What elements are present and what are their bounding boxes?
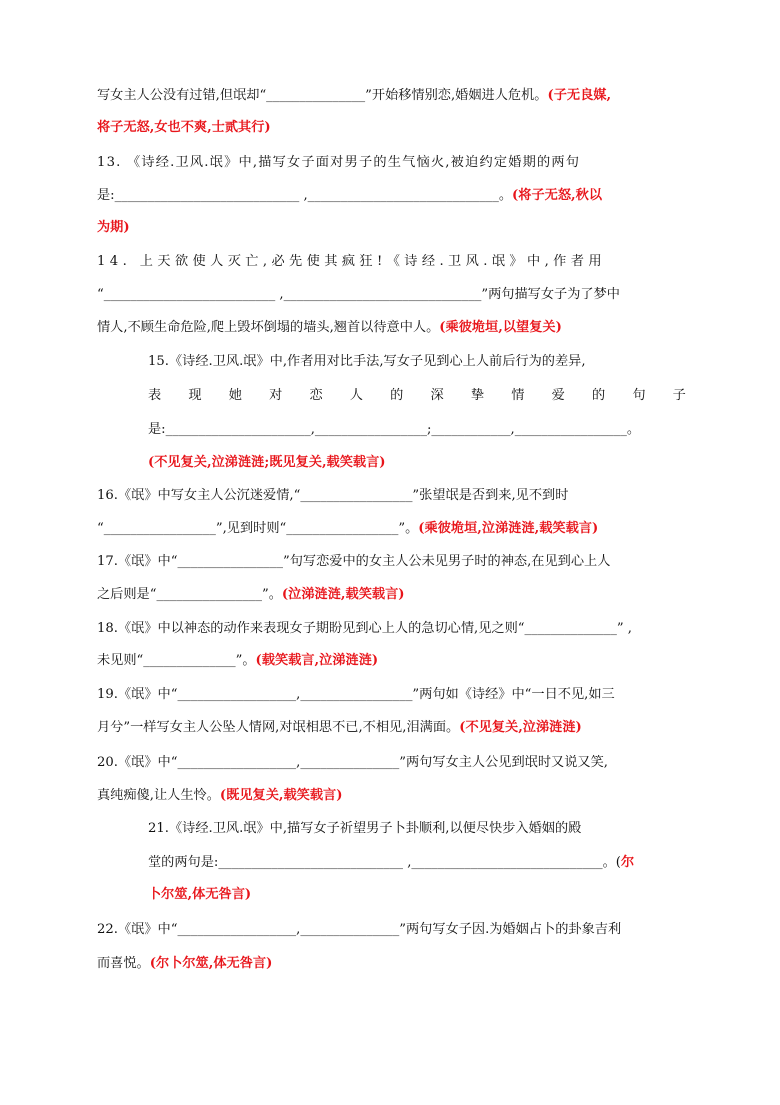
q12-answer-line-2: 将子无怒,女也不爽,士贰其行) [97, 120, 271, 135]
q15-line-1: 15.《诗经.卫风.氓》中,作者用对比手法,写女子见到心上人前后行为的差异, [148, 354, 586, 369]
q16-line-1: 16.《氓》中写女主人公沉迷爱情,“_________________”张望氓是否到来,见不到时 [97, 488, 569, 503]
q14-line-2: “__________________________ ,______________________________”两句描写女子为了梦中 [97, 287, 620, 302]
q17-answer: (泣涕涟涟,载笑载言) [281, 587, 405, 602]
q13-line-1: 13. 《诗经.卫风.氓》中,描写女子面对男子的生气恼火,被迫约定婚期的两句 [97, 155, 581, 170]
q19-line-2 [97, 719, 687, 737]
q17-line-1: 17.《氓》中“________________”句写恋爱中的女主人公未见男子时的神态,在见到心上人 [97, 554, 611, 569]
q12-line-1 [97, 87, 687, 105]
q18-line-1: 18.《氓》中以神态的动作来表现女子期盼见到心上人的急切心情,见之则“______________” , [97, 621, 632, 636]
q14-answer: (乘彼垝垣,以望复关) [439, 320, 562, 335]
q13-line-2 [97, 187, 687, 205]
q21-text: 堂的两句是:____________________________ ,_____________________________。( [148, 855, 621, 870]
q21-line-2 [148, 854, 686, 872]
q21-answer-line-3: 卜尔筮,体无咎言) [148, 887, 252, 902]
q13-text: 是:____________________________ ,_____________________________。 [97, 188, 513, 203]
q22-answer: (尔卜尔筮,体无咎言) [149, 956, 273, 971]
q17-text: 之后则是“________________”。 [97, 587, 282, 602]
q15-line-2: 表 现 她 对 恋 人 的 深 挚 情 爱 的 句 子 [148, 388, 686, 403]
q15-answer: (不见复关,泣涕涟涟;既见复关,载笑载言) [148, 455, 386, 470]
q18-line-2 [97, 652, 687, 670]
q16-line-2 [97, 520, 687, 538]
q16-answer: (乘彼垝垣,泣涕涟涟,载笑载言) [418, 521, 599, 536]
q12-text: 写女主人公没有过错,但氓却“_______________”开始移情别恋,婚姻进人危机。 [97, 88, 548, 103]
q21-line-1: 21.《诗经.卫风.氓》中,描写女子祈望男子卜卦顺利,以便尽快步入婚姻的殿 [148, 821, 582, 836]
q20-line-2 [97, 787, 687, 805]
q21-answer: 尔 [620, 855, 635, 870]
q14-text: 情人,不顾生命危险,爬上毁坏倒塌的墙头,翘首以待意中人。 [97, 320, 440, 335]
q17-line-2 [97, 586, 687, 604]
q20-text: 真纯痴傻,让人生怜。 [97, 788, 220, 803]
q16-text: “_________________”,见到时则“_________________”。 [97, 521, 419, 536]
q13-answer: (将子无怒,秋以 [512, 188, 603, 203]
q14-line-1: 14. 上天欲使人灭亡,必先使其疯狂!《诗经.卫风.氓》中,作者用 [97, 254, 606, 269]
q22-line-2 [97, 955, 687, 973]
q18-text: 未见则“______________”。 [97, 653, 256, 668]
q13-answer-line-3: 为期) [97, 220, 130, 235]
q20-line-1: 20.《氓》中“__________________,_______________”两句写女主人公见到氓时又说又笑, [97, 755, 608, 770]
q19-line-1: 19.《氓》中“__________________,_________________”两句如《诗经》中“一日不见,如三 [97, 687, 615, 702]
q14-line-3 [97, 319, 687, 337]
q22-text: 而喜悦。 [97, 956, 150, 971]
q12-answer: (子无良媒, [547, 88, 612, 103]
q22-line-1: 22.《氓》中“__________________,_______________”两句写女子因.为婚姻占卜的卦象吉利 [97, 922, 622, 937]
q20-answer: (既见复关,载笑载言) [219, 788, 343, 803]
q18-answer: (载笑载言,泣涕涟涟) [255, 653, 379, 668]
q19-answer: (不见复关,泣涕涟涟) [459, 720, 582, 735]
q19-text: 月兮”一样写女主人公坠人情网,对氓相思不已,不相见,泪满面。 [97, 720, 460, 735]
q15-line-3: 是:______________________,_________________;____________,_________________。 [148, 422, 641, 437]
